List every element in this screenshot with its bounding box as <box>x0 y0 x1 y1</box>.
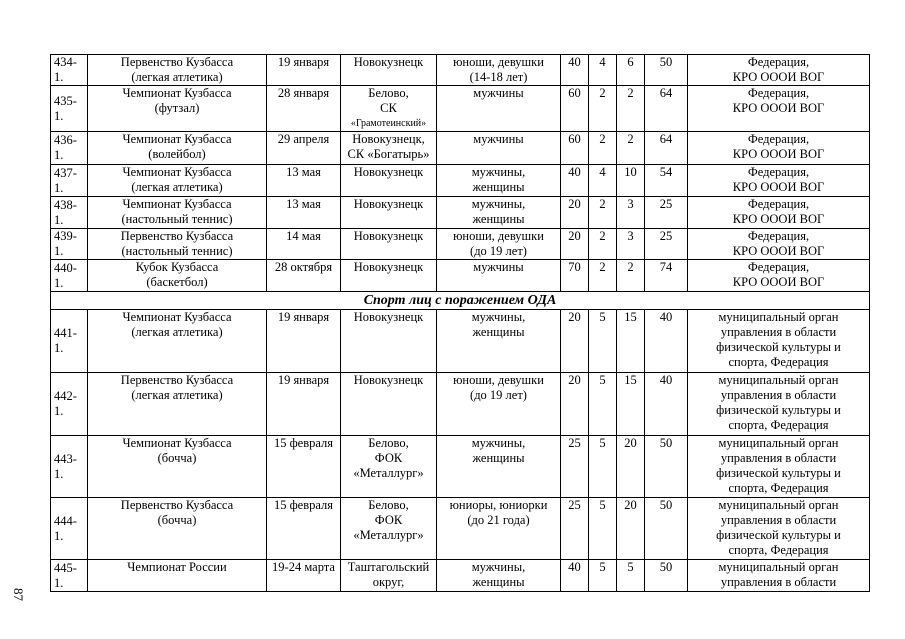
event-date-line: 13 мая <box>286 165 321 179</box>
table-row <box>51 260 870 292</box>
count-2: 2 <box>589 86 617 132</box>
event-place <box>341 197 437 229</box>
event-name-line: Первенство Кузбасса <box>120 55 234 69</box>
count-3: 3 <box>617 197 645 229</box>
organizer-line: физической культуры и <box>716 403 841 417</box>
event-name <box>88 197 267 229</box>
table-row <box>51 197 870 229</box>
event-place-line: Белово, <box>368 86 409 100</box>
schedule-body <box>51 55 870 592</box>
count-total: 54 <box>645 165 688 197</box>
row-number: 445-1. <box>51 560 88 592</box>
organizer-line: муниципальный орган <box>718 373 839 387</box>
participants-line: женщины <box>472 575 525 589</box>
count-total: 64 <box>645 86 688 132</box>
organizer-line: муниципальный орган <box>718 310 839 324</box>
count-3: 2 <box>617 86 645 132</box>
event-place-line: Новокузнецк <box>353 310 424 324</box>
event-date <box>267 165 341 197</box>
event-name-line: Чемпионат Кузбасса <box>122 310 232 324</box>
event-place-line: СК <box>380 101 397 115</box>
participants-line: юниоры, юниорки <box>449 498 548 512</box>
event-name-line: (настольный теннис) <box>121 212 233 226</box>
event-date-line: 19 января <box>277 373 330 387</box>
event-place-line: Новокузнецк <box>353 165 424 179</box>
count-total: 25 <box>645 197 688 229</box>
participants-line: (до 21 года) <box>467 513 530 527</box>
event-place-line: Белово, <box>368 436 409 450</box>
event-name <box>88 229 267 260</box>
count-2: 5 <box>589 560 617 592</box>
event-date-line: 28 января <box>277 86 330 100</box>
table-row <box>51 132 870 165</box>
count-total: 25 <box>645 229 688 260</box>
participants-line: мужчины, <box>471 165 526 179</box>
count-total: 50 <box>645 55 688 86</box>
event-place-line: «Грамотеинский» <box>350 118 427 129</box>
participants-line: юноши, девушки <box>453 373 544 387</box>
participants-line: (до 19 лет) <box>470 244 527 258</box>
table-row <box>51 86 870 132</box>
count-2: 5 <box>589 373 617 436</box>
event-name-line: Чемпионат России <box>127 560 227 574</box>
row-number: 437-1. <box>51 165 88 197</box>
organizer <box>688 436 870 498</box>
count-1: 20 <box>561 197 589 229</box>
count-1: 20 <box>561 310 589 373</box>
event-name-line: (футзал) <box>154 101 200 115</box>
participants-line: мужчины <box>473 132 524 146</box>
organizer-line: КРО ОООИ ВОГ <box>732 101 825 115</box>
organizer-line: КРО ОООИ ВОГ <box>732 212 825 226</box>
count-2: 4 <box>589 55 617 86</box>
participants <box>437 436 561 498</box>
event-name-line: (бочча) <box>157 513 197 527</box>
organizer-line: Федерация, <box>747 197 810 211</box>
count-3: 2 <box>617 260 645 292</box>
event-date <box>267 436 341 498</box>
event-name <box>88 310 267 373</box>
event-place <box>341 132 437 165</box>
table-row <box>51 498 870 560</box>
count-2: 2 <box>589 229 617 260</box>
event-date <box>267 373 341 436</box>
count-1: 70 <box>561 260 589 292</box>
count-3: 20 <box>617 498 645 560</box>
event-date-line: 13 мая <box>286 197 321 211</box>
organizer <box>688 373 870 436</box>
organizer-line: КРО ОООИ ВОГ <box>732 275 825 289</box>
participants <box>437 86 561 132</box>
count-2: 2 <box>589 197 617 229</box>
participants <box>437 498 561 560</box>
event-date <box>267 560 341 592</box>
participants-line: (до 19 лет) <box>470 388 527 402</box>
row-number: 443-1. <box>51 436 88 498</box>
event-date <box>267 310 341 373</box>
row-number: 439-1. <box>51 229 88 260</box>
count-3: 15 <box>617 373 645 436</box>
organizer <box>688 260 870 292</box>
event-date <box>267 498 341 560</box>
event-place-line: округ, <box>372 575 405 589</box>
organizer-line: физической культуры и <box>716 466 841 480</box>
participants-line: женщины <box>472 451 525 465</box>
participants-line: мужчины, <box>471 560 526 574</box>
organizer <box>688 197 870 229</box>
count-total: 50 <box>645 498 688 560</box>
table-row <box>51 165 870 197</box>
organizer-line: управления в области <box>720 388 837 402</box>
event-place <box>341 310 437 373</box>
count-1: 25 <box>561 498 589 560</box>
organizer-line: управления в области <box>720 451 837 465</box>
event-name-line: Чемпионат Кузбасса <box>122 86 232 100</box>
organizer-line: КРО ОООИ ВОГ <box>732 244 825 258</box>
event-date <box>267 132 341 165</box>
organizer-line: КРО ОООИ ВОГ <box>732 70 825 84</box>
row-number: 435-1. <box>51 86 88 132</box>
organizer <box>688 560 870 592</box>
participants <box>437 55 561 86</box>
row-number: 436-1. <box>51 132 88 165</box>
event-place-line: «Металлург» <box>353 466 424 480</box>
participants-line: женщины <box>472 325 525 339</box>
organizer-line: спорта, Федерация <box>728 418 829 432</box>
event-name-line: Первенство Кузбасса <box>120 373 234 387</box>
event-place <box>341 560 437 592</box>
count-2: 5 <box>589 498 617 560</box>
event-name <box>88 436 267 498</box>
row-number: 444-1. <box>51 498 88 560</box>
organizer <box>688 86 870 132</box>
event-place-line: ФОК <box>374 513 403 527</box>
event-date <box>267 86 341 132</box>
event-name-line: Первенство Кузбасса <box>120 229 234 243</box>
section-title: Спорт лиц с поражением ОДА <box>51 292 870 310</box>
count-3: 10 <box>617 165 645 197</box>
participants <box>437 197 561 229</box>
event-place-line: ФОК <box>374 451 403 465</box>
section-row <box>51 292 870 310</box>
participants-line: женщины <box>472 212 525 226</box>
event-name-line: (бочча) <box>157 451 197 465</box>
event-date <box>267 197 341 229</box>
count-total: 40 <box>645 373 688 436</box>
event-name-line: Чемпионат Кузбасса <box>122 132 232 146</box>
event-name <box>88 55 267 86</box>
event-name-line: (легкая атлетика) <box>131 70 223 84</box>
count-1: 60 <box>561 132 589 165</box>
table-row <box>51 373 870 436</box>
event-place-line: СК «Богатырь» <box>347 147 430 161</box>
event-place <box>341 498 437 560</box>
count-3: 6 <box>617 55 645 86</box>
event-place <box>341 373 437 436</box>
participants <box>437 229 561 260</box>
participants <box>437 373 561 436</box>
participants-line: мужчины <box>473 260 524 274</box>
event-place-line: Новокузнецк <box>353 55 424 69</box>
event-date-line: 28 октября <box>274 260 333 274</box>
organizer-line: муниципальный орган <box>718 498 839 512</box>
participants-line: мужчины <box>473 86 524 100</box>
event-place-line: Таштагольский <box>347 560 430 574</box>
participants <box>437 132 561 165</box>
event-place-line: «Металлург» <box>353 528 424 542</box>
organizer-line: управления в области <box>720 575 837 589</box>
row-number: 434-1. <box>51 55 88 86</box>
count-total: 40 <box>645 310 688 373</box>
organizer-line: управления в области <box>720 513 837 527</box>
event-place <box>341 229 437 260</box>
event-date-line: 19 января <box>277 310 330 324</box>
count-total: 74 <box>645 260 688 292</box>
organizer-line: муниципальный орган <box>718 436 839 450</box>
organizer-line: Федерация, <box>747 132 810 146</box>
event-date-line: 15 февраля <box>273 436 334 450</box>
event-date-line: 15 февраля <box>273 498 334 512</box>
event-place-line: Новокузнецк, <box>352 132 425 146</box>
row-number: 440-1. <box>51 260 88 292</box>
event-name <box>88 260 267 292</box>
event-name-line: Кубок Кузбасса <box>135 260 219 274</box>
event-date-line: 29 апреля <box>277 132 330 146</box>
row-number: 438-1. <box>51 197 88 229</box>
event-date <box>267 229 341 260</box>
event-date <box>267 260 341 292</box>
count-2: 5 <box>589 310 617 373</box>
organizer-line: управления в области <box>720 325 837 339</box>
organizer-line: Федерация, <box>747 165 810 179</box>
event-name-line: (настольный теннис) <box>121 244 233 258</box>
organizer <box>688 310 870 373</box>
count-total: 64 <box>645 132 688 165</box>
table-row <box>51 229 870 260</box>
count-2: 4 <box>589 165 617 197</box>
event-place <box>341 165 437 197</box>
count-1: 40 <box>561 165 589 197</box>
organizer-line: спорта, Федерация <box>728 543 829 557</box>
organizer-line: спорта, Федерация <box>728 355 829 369</box>
event-place-line: Новокузнецк <box>353 229 424 243</box>
table-row <box>51 310 870 373</box>
event-date-line: 14 мая <box>286 229 321 243</box>
event-name-line: (легкая атлетика) <box>131 388 223 402</box>
event-name <box>88 373 267 436</box>
event-place-line: Новокузнецк <box>353 197 424 211</box>
count-1: 40 <box>561 55 589 86</box>
count-3: 20 <box>617 436 645 498</box>
participants-line: мужчины, <box>471 436 526 450</box>
event-place <box>341 55 437 86</box>
event-date-line: 19-24 марта <box>272 560 335 574</box>
event-name-line: Первенство Кузбасса <box>120 498 234 512</box>
participants <box>437 310 561 373</box>
organizer <box>688 132 870 165</box>
participants <box>437 260 561 292</box>
participants-line: мужчины, <box>471 310 526 324</box>
count-2: 5 <box>589 436 617 498</box>
event-name-line: (легкая атлетика) <box>131 180 223 194</box>
count-3: 3 <box>617 229 645 260</box>
event-name <box>88 560 267 592</box>
event-name-line: Чемпионат Кузбасса <box>122 436 232 450</box>
table-row <box>51 436 870 498</box>
count-1: 60 <box>561 86 589 132</box>
event-place <box>341 86 437 132</box>
event-place <box>341 436 437 498</box>
schedule-table <box>50 54 870 592</box>
event-name-line: (баскетбол) <box>146 275 208 289</box>
participants <box>437 165 561 197</box>
organizer <box>688 165 870 197</box>
count-1: 20 <box>561 229 589 260</box>
organizer-line: муниципальный орган <box>718 560 839 574</box>
count-1: 20 <box>561 373 589 436</box>
event-place <box>341 260 437 292</box>
organizer-line: Федерация, <box>747 260 810 274</box>
count-total: 50 <box>645 560 688 592</box>
count-2: 2 <box>589 260 617 292</box>
table-row <box>51 560 870 592</box>
organizer-line: Федерация, <box>747 229 810 243</box>
event-place-line: Белово, <box>368 498 409 512</box>
event-place-line: Новокузнецк <box>353 260 424 274</box>
event-place-line: Новокузнецк <box>353 373 424 387</box>
participants-line: юноши, девушки <box>453 229 544 243</box>
organizer <box>688 229 870 260</box>
event-name <box>88 165 267 197</box>
count-2: 2 <box>589 132 617 165</box>
count-3: 5 <box>617 560 645 592</box>
organizer-line: физической культуры и <box>716 528 841 542</box>
event-name-line: (волейбол) <box>148 147 206 161</box>
event-name-line: Чемпионат Кузбасса <box>122 165 232 179</box>
event-name-line: (легкая атлетика) <box>131 325 223 339</box>
count-1: 40 <box>561 560 589 592</box>
event-name <box>88 498 267 560</box>
count-3: 2 <box>617 132 645 165</box>
organizer-line: КРО ОООИ ВОГ <box>732 147 825 161</box>
organizer-line: КРО ОООИ ВОГ <box>732 180 825 194</box>
organizer <box>688 55 870 86</box>
participants-line: (14-18 лет) <box>469 70 528 84</box>
row-number: 442-1. <box>51 373 88 436</box>
table-row <box>51 55 870 86</box>
participants-line: женщины <box>472 180 525 194</box>
organizer <box>688 498 870 560</box>
event-date-line: 19 января <box>277 55 330 69</box>
row-number: 441-1. <box>51 310 88 373</box>
event-name <box>88 132 267 165</box>
organizer-line: физической культуры и <box>716 340 841 354</box>
count-1: 25 <box>561 436 589 498</box>
participants-line: мужчины, <box>471 197 526 211</box>
organizer-line: Федерация, <box>747 86 810 100</box>
count-3: 15 <box>617 310 645 373</box>
event-name <box>88 86 267 132</box>
organizer-line: спорта, Федерация <box>728 481 829 495</box>
event-date <box>267 55 341 86</box>
participants <box>437 560 561 592</box>
organizer-line: Федерация, <box>747 55 810 69</box>
participants-line: юноши, девушки <box>453 55 544 69</box>
event-name-line: Чемпионат Кузбасса <box>122 197 232 211</box>
count-total: 50 <box>645 436 688 498</box>
page-number: 87 <box>11 588 26 601</box>
